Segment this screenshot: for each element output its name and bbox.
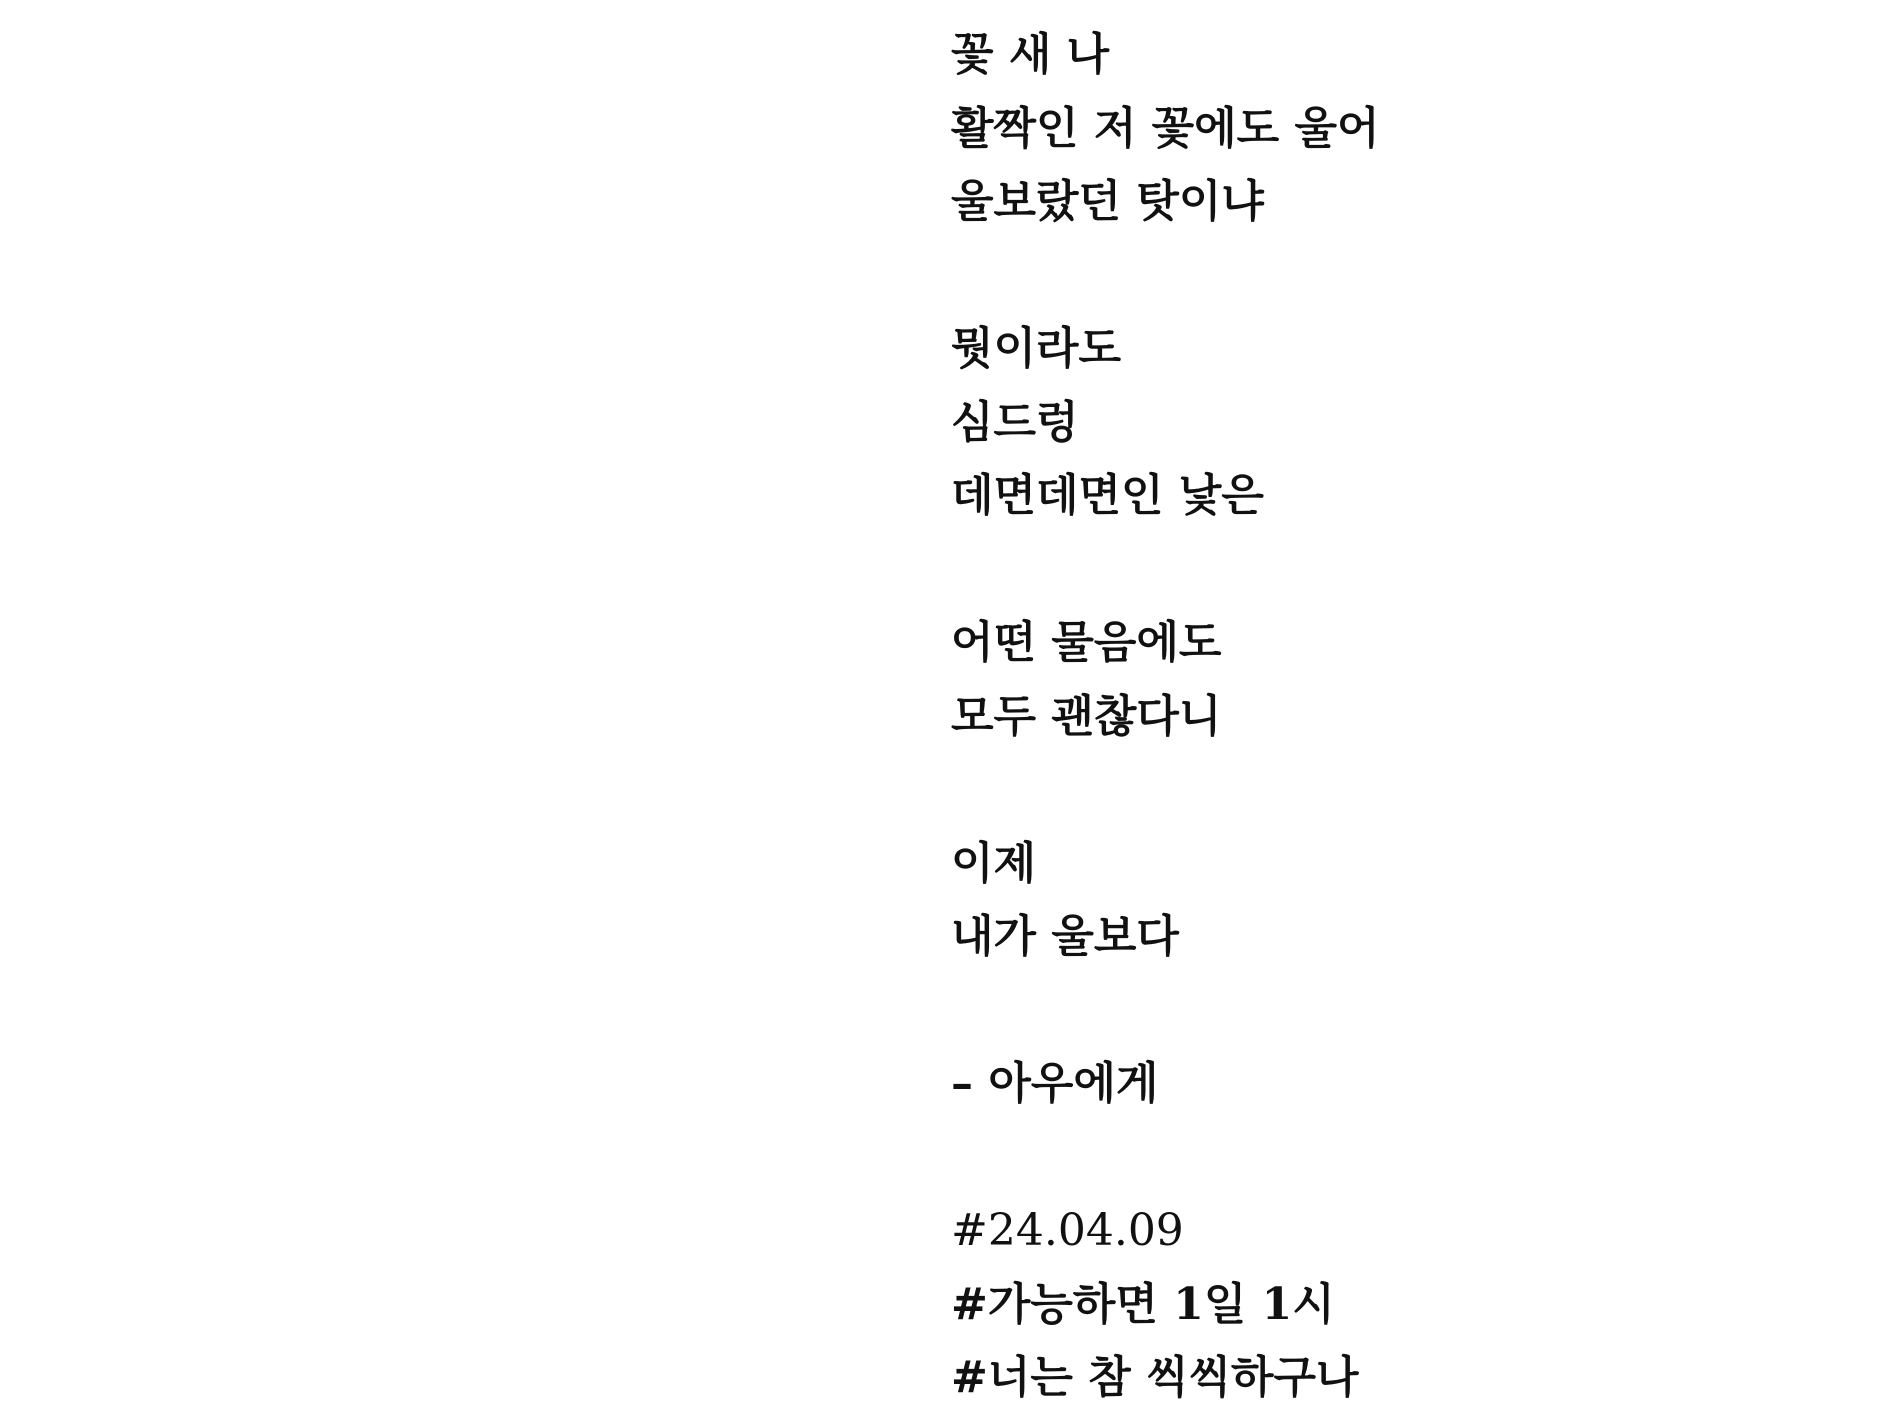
stanza-break — [951, 753, 1851, 827]
poem-line: 어떤 물음에도 — [951, 617, 1222, 668]
stanza-break — [951, 974, 1851, 1048]
poem-line: 활짝인 저 꽃에도 울어 — [951, 102, 1380, 154]
stanza-break — [951, 533, 1851, 607]
poem-line: 모두 괜찮다니 — [951, 690, 1222, 742]
poem-line: 심드렁 — [951, 396, 1079, 448]
hashtag-date: #24.04.09 — [951, 1205, 1184, 1256]
poem-line: 이제 — [951, 837, 1037, 889]
poem-line: 뭣이라도 — [951, 323, 1122, 374]
poem-line: 데면데면인 낯은 — [951, 470, 1264, 521]
poem-line: 울보랐던 탓이냐 — [951, 176, 1264, 227]
stanza-break — [951, 239, 1851, 313]
stanza-break — [951, 1121, 1851, 1195]
dedication: – 아우에게 — [951, 1058, 1159, 1109]
poem-text — [951, 18, 1851, 1415]
hashtag: #가능하면 1일 1시 — [951, 1278, 1335, 1330]
hashtag: #너는 참 씩씩하구나 — [951, 1352, 1359, 1403]
poem-line: 꽃 새 나 — [951, 29, 1110, 80]
poem-line: 내가 울보다 — [951, 911, 1179, 962]
